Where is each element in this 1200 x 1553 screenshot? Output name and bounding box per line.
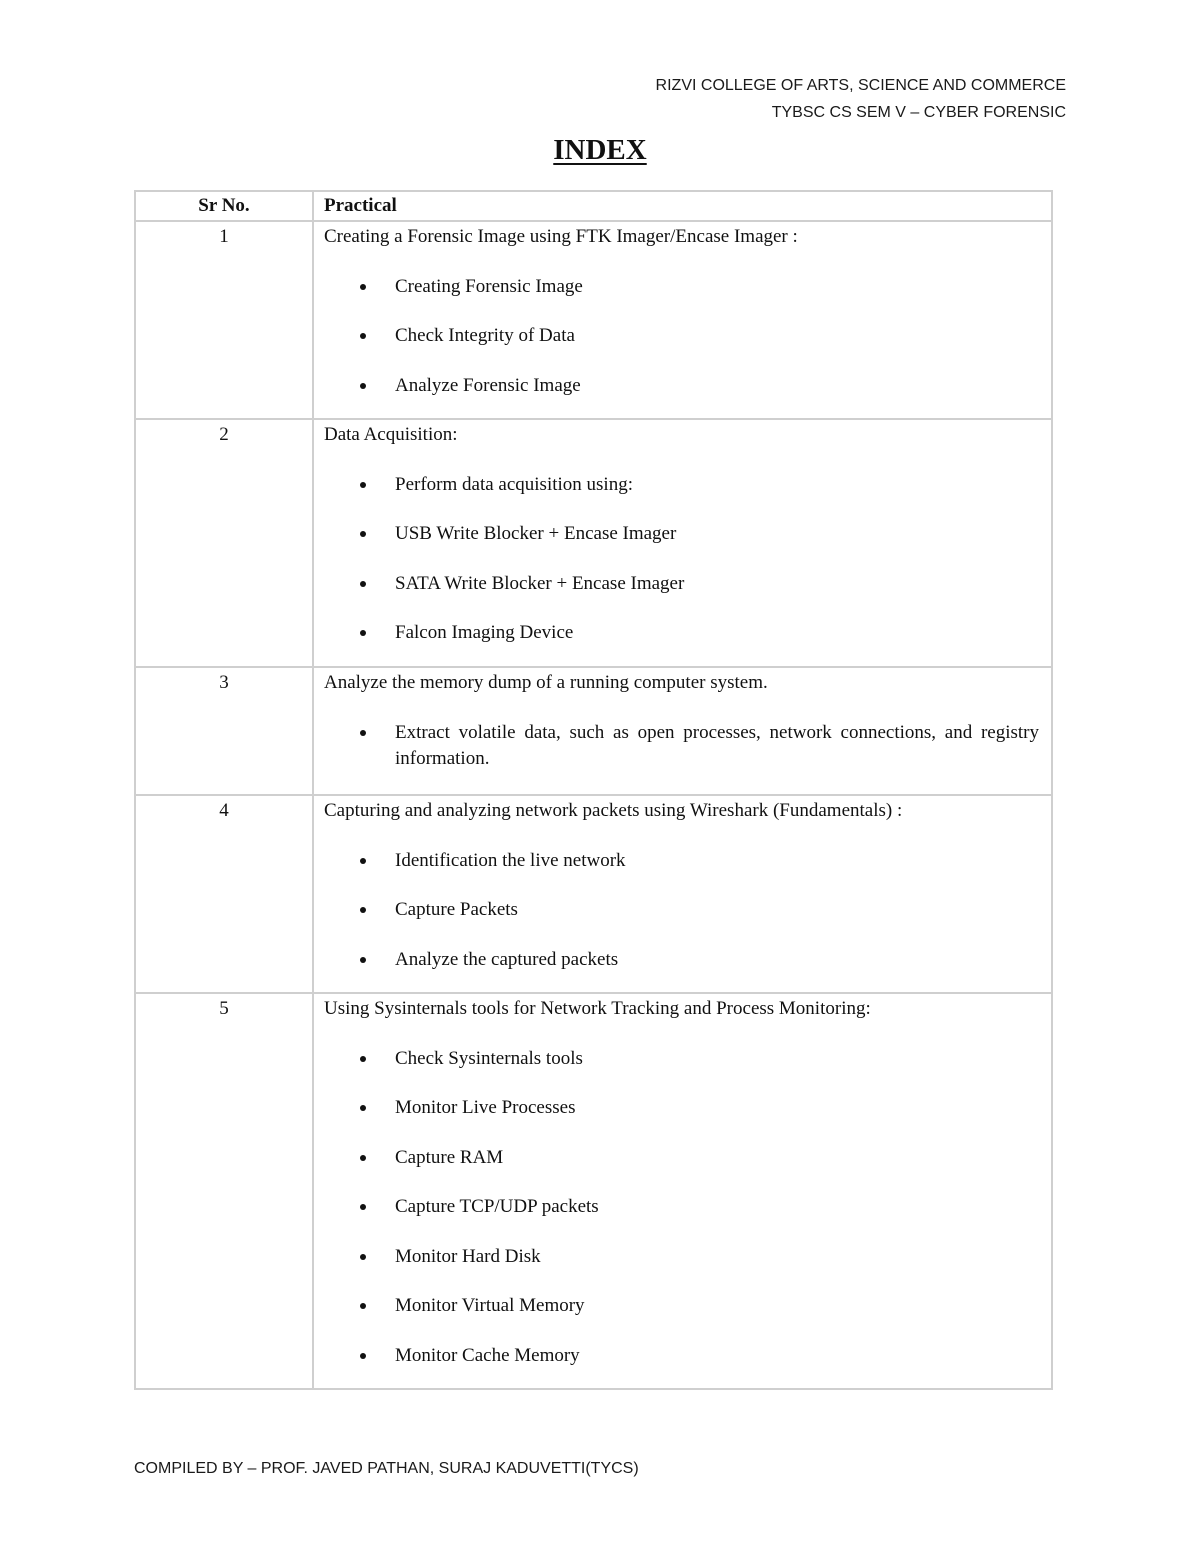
list-item: Analyze Forensic Image xyxy=(324,373,1039,399)
table-header-row xyxy=(135,191,1052,221)
list-item: Perform data acquisition using: xyxy=(324,472,1039,498)
practical-cell xyxy=(313,667,1052,795)
list-item: Falcon Imaging Device xyxy=(324,620,1039,646)
practical-title: Creating a Forensic Image using FTK Imager/Encase Imager : xyxy=(324,226,798,247)
list-item: Monitor Virtual Memory xyxy=(324,1293,1039,1319)
practical-title: Analyze the memory dump of a running computer system. xyxy=(324,672,768,693)
practical-cell xyxy=(313,795,1052,993)
table-row xyxy=(135,419,1052,667)
college-name: RIZVI COLLEGE OF ARTS, SCIENCE AND COMMERCE xyxy=(655,77,1066,94)
list-item: Creating Forensic Image xyxy=(324,274,1039,300)
list-item: SATA Write Blocker + Encase Imager xyxy=(324,571,1039,597)
sr-no-cell: 1 xyxy=(135,221,313,419)
list-item: Monitor Cache Memory xyxy=(324,1343,1039,1369)
sr-no-cell: 3 xyxy=(135,667,313,795)
table-row xyxy=(135,221,1052,419)
practical-cell xyxy=(313,419,1052,667)
page-title: INDEX xyxy=(553,134,647,166)
list-item: Monitor Live Processes xyxy=(324,1095,1039,1121)
table-row xyxy=(135,993,1052,1389)
list-item: USB Write Blocker + Encase Imager xyxy=(324,521,1039,547)
list-item: Identification the live network xyxy=(324,848,1039,874)
practical-title: Using Sysinternals tools for Network Tracking and Process Monitoring: xyxy=(324,998,871,1019)
practical-items xyxy=(324,720,1039,772)
table-row xyxy=(135,667,1052,795)
list-item: Capture TCP/UDP packets xyxy=(324,1194,1039,1220)
table-row xyxy=(135,795,1052,993)
practical-title: Data Acquisition: xyxy=(324,424,458,445)
list-item: Capture Packets xyxy=(324,897,1039,923)
practical-items xyxy=(324,848,1039,973)
practical-items xyxy=(324,472,1039,647)
course-name: TYBSC CS SEM V – CYBER FORENSIC xyxy=(771,104,1066,121)
sr-no-cell: 4 xyxy=(135,795,313,993)
list-item: Monitor Hard Disk xyxy=(324,1244,1039,1270)
page-footer: COMPILED BY – PROF. JAVED PATHAN, SURAJ KADUVETTI(TYCS) xyxy=(134,1460,639,1477)
page-header xyxy=(656,72,1066,126)
list-item: Check Sysinternals tools xyxy=(324,1046,1039,1072)
list-item: Check Integrity of Data xyxy=(324,323,1039,349)
index-table xyxy=(134,190,1053,1390)
sr-no-cell: 2 xyxy=(135,419,313,667)
column-header-practical: Practical xyxy=(313,191,1052,221)
practical-items xyxy=(324,1046,1039,1369)
column-header-sr-no: Sr No. xyxy=(135,191,313,221)
practical-cell xyxy=(313,221,1052,419)
list-item: Extract volatile data, such as open processes, network connections, and registry information. xyxy=(324,720,1039,772)
practical-title: Capturing and analyzing network packets using Wireshark (Fundamentals) : xyxy=(324,800,903,821)
sr-no-cell: 5 xyxy=(135,993,313,1389)
practical-items xyxy=(324,274,1039,399)
practical-cell xyxy=(313,993,1052,1389)
list-item: Capture RAM xyxy=(324,1145,1039,1171)
list-item: Analyze the captured packets xyxy=(324,947,1039,973)
